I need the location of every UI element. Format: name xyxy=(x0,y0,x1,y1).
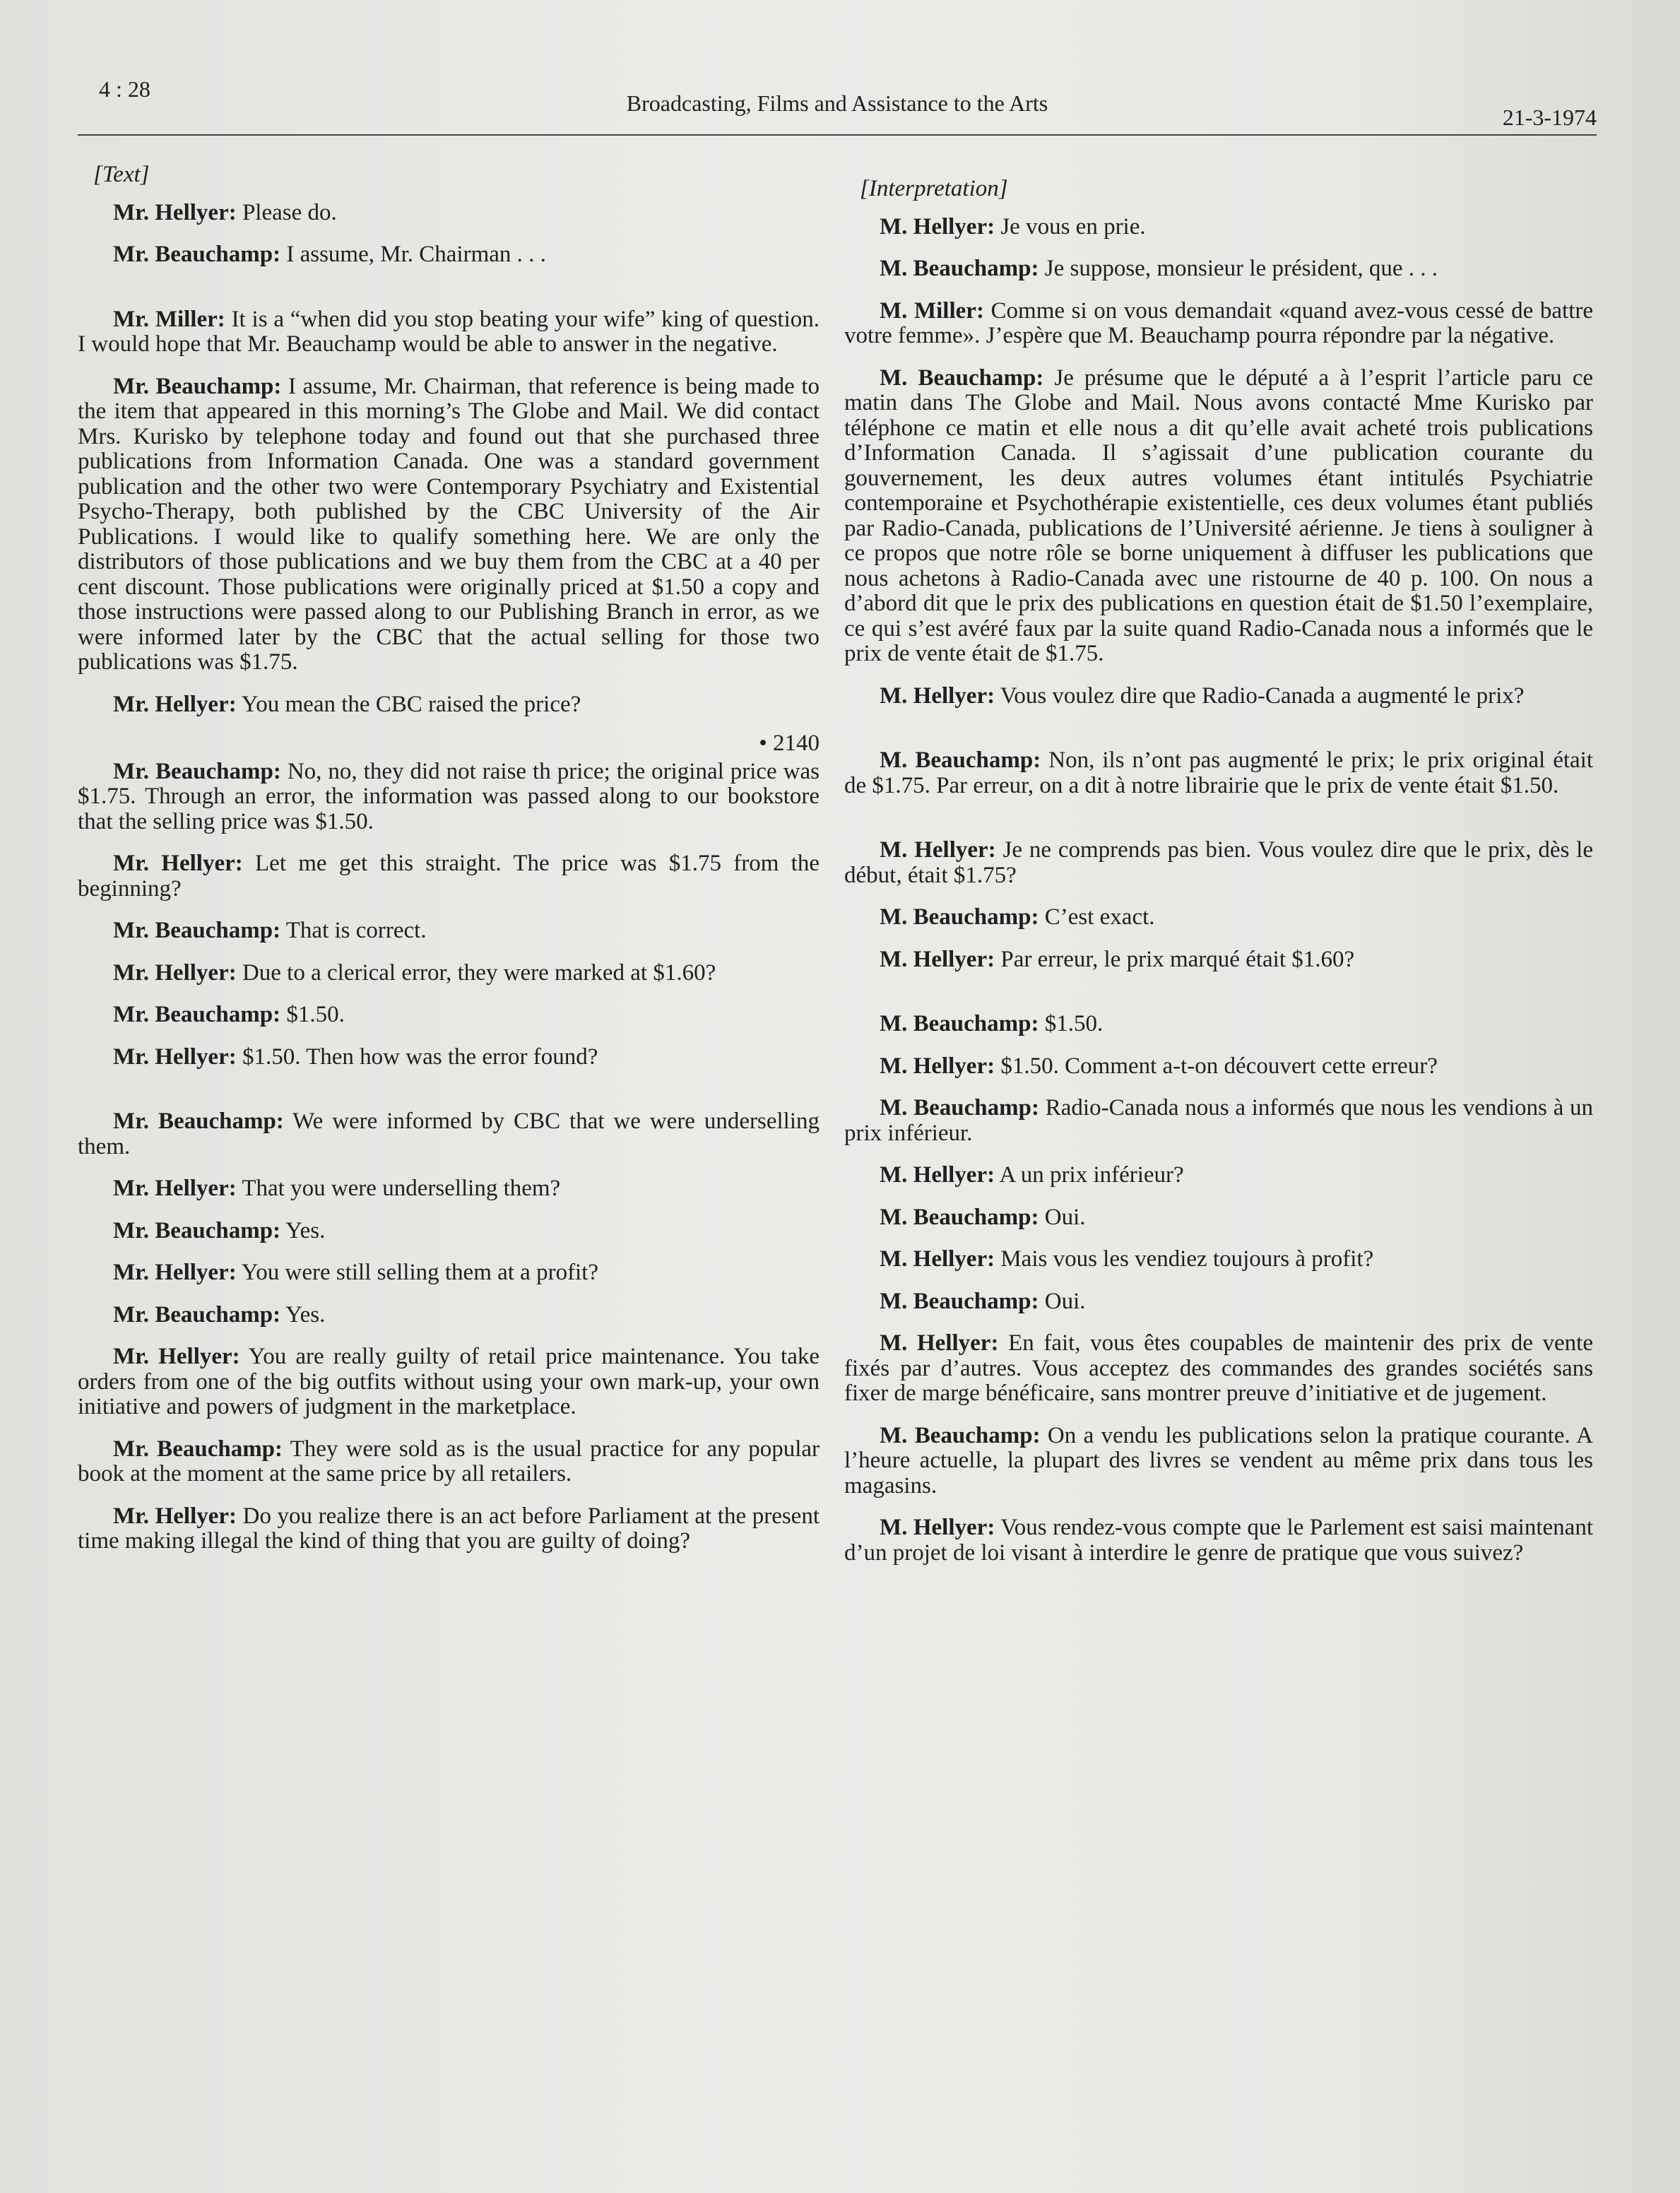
speech-text: $1.50. xyxy=(1039,1011,1104,1036)
speech-text: Oui. xyxy=(1039,1204,1086,1230)
speaker-name: M. Hellyer: xyxy=(880,213,995,240)
transcript-paragraph xyxy=(78,851,820,902)
speaker-name: M. Hellyer: xyxy=(880,1162,995,1188)
time-marker: • 2140 xyxy=(759,731,820,756)
transcript-paragraph xyxy=(78,1504,820,1554)
transcript-paragraph xyxy=(78,201,820,226)
transcript-paragraph xyxy=(78,1344,820,1420)
speech-text: Par erreur, le prix marqué était $1.60? xyxy=(995,946,1355,972)
transcript-paragraph xyxy=(844,1163,1593,1188)
transcript-paragraph xyxy=(78,1176,820,1202)
french-column xyxy=(844,177,1593,1583)
speech-text: Mais vous les vendiez toujours à profit? xyxy=(995,1246,1374,1272)
transcript-paragraph xyxy=(844,1331,1593,1407)
speech-text: That is correct. xyxy=(280,918,427,943)
speech-text: Je ne comprends pas bien. Vous voulez dire que le prix, dès le début, était $1.75? xyxy=(844,837,1593,888)
speech-text: You mean the CBC raised the price? xyxy=(236,691,581,717)
speech-text: $1.50. Then how was the error found? xyxy=(236,1044,598,1070)
speech-text: You were still selling them at a profit? xyxy=(236,1260,599,1285)
speech-text: That you were underselling them? xyxy=(236,1176,561,1201)
header-title: Broadcasting, Films and Assistance to the Arts xyxy=(626,90,1048,116)
speech-text: $1.50. Comment a-t-on découvert cette erreur? xyxy=(995,1053,1438,1079)
transcript-paragraph xyxy=(78,692,820,718)
speech-text: Do you realize there is an act before Parliament at the present time making illegal the kind of thing that you are guilty of doing? xyxy=(78,1503,820,1554)
speaker-name: Mr. Hellyer: xyxy=(113,1260,237,1285)
speaker-name: M. Beauchamp: xyxy=(880,1288,1039,1314)
speech-text: We were informed by CBC that we were underselling them. xyxy=(78,1109,820,1159)
transcript-paragraph xyxy=(844,1247,1593,1272)
transcript-paragraph xyxy=(78,1003,820,1028)
transcript-paragraph xyxy=(78,1109,820,1159)
speaker-name: M. Hellyer: xyxy=(880,682,995,709)
speaker-name: M. Beauchamp: xyxy=(880,1095,1039,1121)
speaker-name: Mr. Hellyer: xyxy=(113,959,237,986)
speaker-name: Mr. Hellyer: xyxy=(113,691,237,717)
speaker-name: M. Hellyer: xyxy=(880,1330,999,1356)
speaker-name: Mr. Beauchamp: xyxy=(113,1109,284,1134)
transcript-paragraph xyxy=(78,242,820,268)
transcript-paragraph xyxy=(78,1260,820,1286)
transcript-paragraph xyxy=(844,684,1593,709)
speaker-name: Mr. Hellyer: xyxy=(113,1176,237,1201)
english-column xyxy=(78,162,820,1571)
speaker-name: Mr. Hellyer: xyxy=(113,1344,240,1369)
speaker-name: M. Hellyer: xyxy=(880,837,996,863)
transcript-paragraph xyxy=(844,947,1593,973)
speaker-name: M. Hellyer: xyxy=(880,1246,995,1272)
transcript-paragraph xyxy=(844,1096,1593,1146)
transcript-paragraph xyxy=(844,905,1593,930)
transcript-paragraph xyxy=(844,366,1593,667)
transcript-paragraph xyxy=(844,1012,1593,1037)
speaker-name: Mr. Hellyer: xyxy=(113,851,243,876)
header-date: 21-3-1974 xyxy=(1502,105,1597,130)
speech-text: It is a “when did you stop beating your wife” king of question. I would hope that Mr. Beauchamp would be able to answer in the negative. xyxy=(78,306,820,357)
running-header xyxy=(78,71,1597,136)
speaker-name: M. Beauchamp: xyxy=(880,747,1041,773)
transcript-paragraph xyxy=(844,299,1593,349)
speaker-name: Mr. Hellyer: xyxy=(113,199,237,225)
speech-text: Yes. xyxy=(280,1217,326,1243)
transcript-paragraph xyxy=(844,256,1593,282)
speech-text: Yes. xyxy=(280,1301,326,1328)
speech-text: A un prix inférieur? xyxy=(995,1162,1184,1188)
language-marker: [Text] xyxy=(93,162,150,187)
transcript-paragraph xyxy=(78,307,820,357)
speech-text: No, no, they did not raise th price; the original price was $1.75. Through an error, the information was passed along to our bookstore that the selling price was $1.50. xyxy=(78,758,820,834)
speech-text: $1.50. xyxy=(280,1002,345,1027)
speech-text: I assume, Mr. Chairman, that reference is being made to the item that appeared in this morning’s The Globe and Mail. We did contact Mrs. Kurisko by telephone today and found out that she purchased three publications from Information Canada. One was a standard government publication and the other two were Contemporary Psychiatry and Existential Psycho-Therapy, both published by the CBC University of the Air Publications. I would like to qualify something here. We are only the distributors of those publications and we buy them from the CBC at a 40 per cent discount. Those publications were originally priced at $1.50 a copy and those instructions were passed along to our Publishing Branch in error, as we were informed later by the CBC that the actual selling for those two publications was $1.75. xyxy=(78,373,820,675)
speech-text: You are really guilty of retail price maintenance. You take orders from one of the big outfits without using your own mark-up, your own initiative and powers of judgment in the marketplace. xyxy=(78,1344,820,1419)
speaker-name: Mr. Beauchamp: xyxy=(113,1217,281,1243)
transcript-paragraph xyxy=(78,1437,820,1487)
transcript-paragraph xyxy=(78,1219,820,1244)
speaker-name: Mr. Beauchamp: xyxy=(113,242,281,267)
speaker-name: M. Beauchamp: xyxy=(880,1204,1039,1230)
transcript-paragraph xyxy=(78,374,820,675)
speaker-name: Mr. Miller: xyxy=(113,306,225,332)
transcript-paragraph xyxy=(844,1424,1593,1499)
speech-text: En fait, vous êtes coupables de maintenir des prix de vente fixés par d’autres. Vous acceptez des commandes des grandes sociétés sans fixer de marge bénéficaire, sans montrer preuve d’initiative et de jugement. xyxy=(844,1330,1593,1406)
language-marker: [Interpretation] xyxy=(860,176,1008,201)
transcript-paragraph xyxy=(78,961,820,986)
speaker-name: M. Hellyer: xyxy=(880,946,995,972)
speaker-name: M. Beauchamp: xyxy=(880,256,1039,281)
speech-text: Due to a clerical error, they were marked at $1.60? xyxy=(236,959,716,986)
speaker-name: M. Beauchamp: xyxy=(880,1011,1039,1036)
speaker-name: Mr. Beauchamp: xyxy=(113,918,281,943)
speech-text: Comme si on vous demandait «quand avez-vous cessé de battre votre femme». J’espère que M. Beauchamp pourra répondre par la négative. xyxy=(844,297,1593,348)
speech-text: Je vous en prie. xyxy=(995,213,1146,240)
transcript-paragraph xyxy=(78,1045,820,1070)
transcript-paragraph xyxy=(844,1515,1593,1566)
transcript-paragraph xyxy=(78,1303,820,1328)
speech-text: Je présume que le député a à l’esprit l’article paru ce matin dans The Globe and Mail. Nous avons contacté Mme Kurisko par téléphone ce matin et elle nous a dit qu’elle avait acheté trois publications d’Information Canada. Il s’agissait d’une publication courante du gouvernement, les deux autres volumes étant intitulés Psychiatrie contemporaine et Psychothérapie existentielle, ces deux volumes étant publiés par Radio-Canada, publications de l’Université aérienne. Je tiens à souligner à ce propos que notre rôle se borne uniquement à diffuser les publications que nous achetons à Radio-Canada avec une ristourne de 40 p. 100. On nous a d’abord dit que le prix des publications en question était de $1.50 l’exemplaire, ce qui s’est avéré faux par la suite quand Radio-Canada nous a informés que le prix de vente était de $1.75. xyxy=(844,365,1593,666)
transcript-paragraph xyxy=(844,1054,1593,1080)
speaker-name: Mr. Hellyer: xyxy=(113,1044,237,1070)
speaker-name: M. Hellyer: xyxy=(880,1515,995,1540)
speaker-name: Mr. Hellyer: xyxy=(113,1503,237,1529)
speaker-name: Mr. Beauchamp: xyxy=(113,1002,281,1027)
speech-text: Oui. xyxy=(1039,1288,1086,1314)
speaker-name: M. Miller: xyxy=(880,297,984,324)
transcript-paragraph xyxy=(78,918,820,944)
transcript-paragraph xyxy=(844,838,1593,888)
speaker-name: M. Beauchamp: xyxy=(880,1422,1041,1448)
transcript-paragraph xyxy=(78,759,820,835)
speaker-name: Mr. Beauchamp: xyxy=(113,758,281,784)
speech-text: Please do. xyxy=(236,199,337,225)
speaker-name: Mr. Beauchamp: xyxy=(113,373,282,399)
speech-text: They were sold as is the usual practice for any popular book at the moment at the same price by all retailers. xyxy=(78,1436,820,1486)
speech-text: Non, ils n’ont pas augmenté le prix; le prix original était de $1.75. Par erreur, on a dit à notre librairie que le prix de vente était $1.50. xyxy=(844,747,1593,798)
speech-text: On a vendu les publications selon la pratique courante. A l’heure actuelle, la plupart des livres se vendent au même prix dans tous les magasins. xyxy=(844,1422,1593,1499)
transcript-paragraph xyxy=(844,215,1593,240)
speech-text: Vous voulez dire que Radio-Canada a augmenté le prix? xyxy=(995,682,1525,709)
transcript-paragraph xyxy=(844,748,1593,798)
page-number: 4 : 28 xyxy=(99,76,150,102)
speaker-name: Mr. Beauchamp: xyxy=(113,1436,283,1462)
transcript-paragraph xyxy=(844,1289,1593,1315)
speaker-name: Mr. Beauchamp: xyxy=(113,1301,281,1328)
transcript-paragraph xyxy=(844,1205,1593,1231)
speech-text: Let me get this straight. The price was $1.75 from the beginning? xyxy=(78,851,820,902)
speech-text: I assume, Mr. Chairman . . . xyxy=(280,242,546,267)
speaker-name: M. Hellyer: xyxy=(880,1053,995,1079)
speech-text: Vous rendez-vous compte que le Parlement est saisi maintenant d’un projet de loi visant à interdire le genre de pratique que vous suivez? xyxy=(844,1515,1593,1566)
speech-text: Je suppose, monsieur le président, que . . . xyxy=(1039,256,1438,281)
speech-text: Radio-Canada nous a informés que nous les vendions à un prix inférieur. xyxy=(844,1095,1593,1146)
speaker-name: M. Beauchamp: xyxy=(880,904,1039,930)
speaker-name: M. Beauchamp: xyxy=(880,365,1044,391)
speech-text: C’est exact. xyxy=(1039,904,1155,930)
